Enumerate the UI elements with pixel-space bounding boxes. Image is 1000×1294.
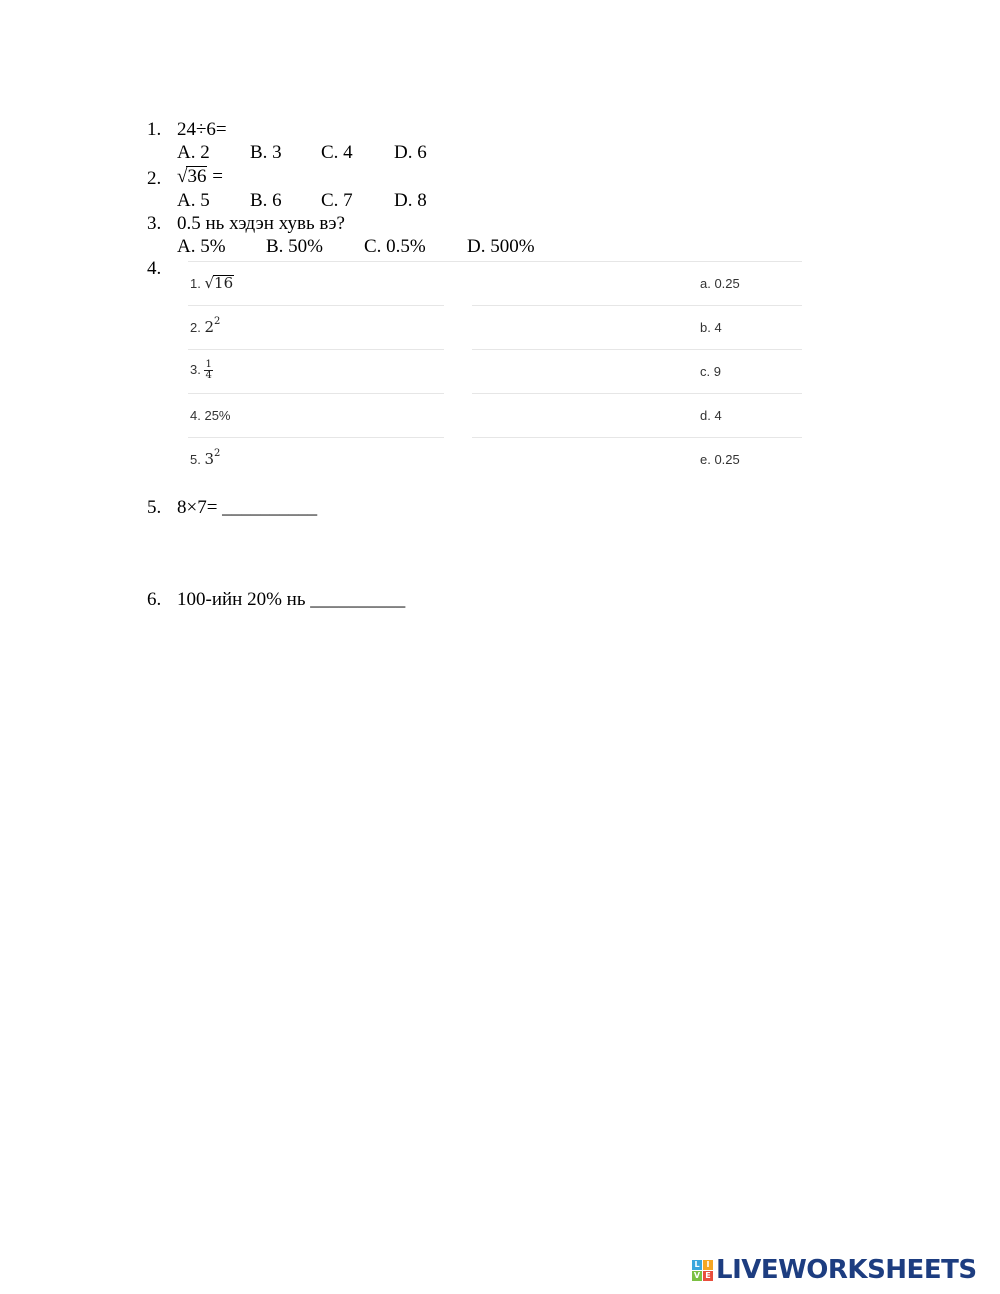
q3-option-b: B. 50% [266,236,323,257]
match-right-e[interactable]: e. 0.25 [700,452,740,467]
q2-option-b: B. 6 [250,190,282,211]
question-2-number: 2. [147,168,162,189]
match-left-2: 2. $2^2$ [190,316,221,336]
match-right-c[interactable]: c. 9 [700,364,721,379]
question-5-text[interactable]: 8×7= __________ [177,497,318,518]
fraction: $\frac{1}{4}$ [205,359,212,381]
match-row-2 [188,306,802,350]
q2-option-d: D. 8 [394,190,427,211]
question-3-number: 3. [147,213,162,234]
liveworksheets-logo [692,1255,977,1285]
question-2-text [177,166,223,188]
square-root-symbol: √36 [177,166,207,187]
question-4-number: 4. [147,258,162,279]
q1-option-a: A. 2 [177,142,210,163]
q3-option-d: D. 500% [467,236,535,257]
match-right-d[interactable]: d. 4 [700,408,722,423]
match-left-1: 1. √16 [190,274,234,292]
question-6-text[interactable]: 100-ийн 20% нь __________ [177,589,406,610]
q1-option-c: C. 4 [321,142,353,163]
logo-mark-icon: L I V E [692,1260,713,1281]
q2-radicand: 36 [187,166,207,187]
match-row-3 [188,350,802,394]
match-row-1 [188,262,802,306]
match-row-5 [188,438,802,482]
match-right-b[interactable]: b. 4 [700,320,722,335]
match-left-5: 5. $3^2$ [190,448,221,468]
q2-suffix: = [207,166,223,187]
question-1-text: 24÷6= [177,119,227,140]
q3-option-c: C. 0.5% [364,236,426,257]
logo-text: LIVEWORKSHEETS [716,1255,977,1285]
q2-option-c: C. 7 [321,190,353,211]
match-right-a[interactable]: a. 0.25 [700,276,740,291]
question-1-number: 1. [147,119,162,140]
q1-option-d: D. 6 [394,142,427,163]
question-6-number: 6. [147,589,162,610]
q3-option-a: A. 5% [177,236,226,257]
match-row-4 [188,394,802,438]
q2-option-a: A. 5 [177,190,210,211]
sqrt-symbol: √16 [204,274,234,292]
match-left-4: 4. 25% [190,408,231,423]
question-3-text: 0.5 нь хэдэн хувь вэ? [177,213,345,234]
q1-option-b: B. 3 [250,142,282,163]
question-5-number: 5. [147,497,162,518]
match-left-3: 3. $\frac{1}{4}$ [190,359,212,381]
